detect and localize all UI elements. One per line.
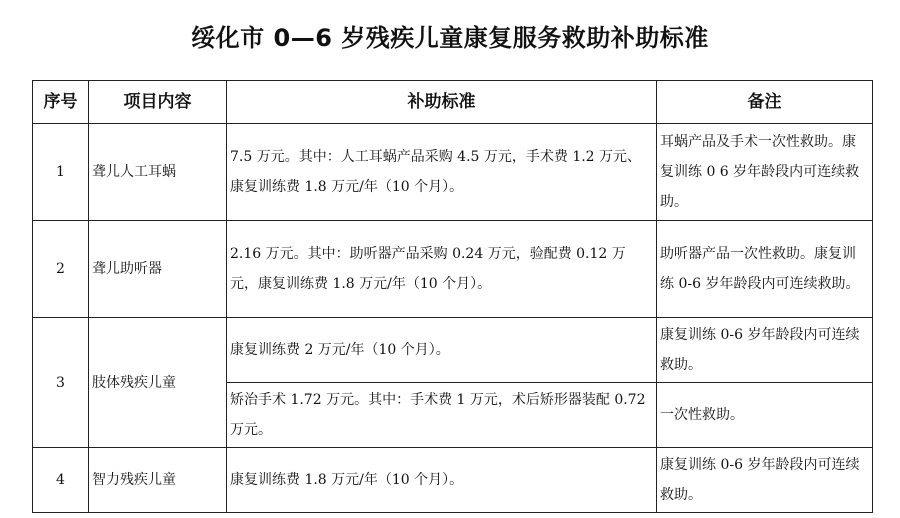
subsidy-standard-table	[32, 80, 873, 513]
row-index: 3	[33, 318, 89, 448]
row-standard-surgery: 矫治手术 1.72 万元。其中：手术费 1 万元，术后矫形器装配 0.72 万元。	[227, 383, 657, 448]
row-note: 耳蜗产品及手术一次性救助。康复训练 0 6 岁年龄段内可连续救助。	[657, 124, 873, 221]
row-index: 1	[33, 124, 89, 221]
table-row	[33, 124, 873, 221]
row-project: 肢体残疾儿童	[89, 318, 227, 448]
table-row	[33, 448, 873, 513]
header-note: 备注	[657, 81, 873, 124]
row-project: 聋儿助听器	[89, 221, 227, 318]
row-note: 康复训练 0-6 岁年龄段内可连续救助。	[657, 318, 873, 383]
row-note: 康复训练 0-6 岁年龄段内可连续救助。	[657, 448, 873, 513]
header-index: 序号	[33, 81, 89, 124]
table-row	[33, 318, 873, 383]
table-header-row	[33, 81, 873, 124]
page-title: 绥化市 0—6 岁残疾儿童康复服务救助补助标准	[191, 24, 709, 52]
row-standard: 2.16 万元。其中：助听器产品采购 0.24 万元，验配费 0.12 万元，康复训练费 1.8 万元/年（10 个月）。	[227, 221, 657, 318]
row-note-surgery: 一次性救助。	[657, 383, 873, 448]
row-project: 智力残疾儿童	[89, 448, 227, 513]
table-row	[33, 221, 873, 318]
header-project: 项目内容	[89, 81, 227, 124]
header-standard: 补助标准	[227, 81, 657, 124]
row-index: 4	[33, 448, 89, 513]
row-standard: 康复训练费 2 万元/年（10 个月）。	[227, 318, 657, 383]
row-standard: 7.5 万元。其中：人工耳蜗产品采购 4.5 万元，手术费 1.2 万元、康复训练费 1.8 万元/年（10 个月）。	[227, 124, 657, 221]
row-standard: 康复训练费 1.8 万元/年（10 个月）。	[227, 448, 657, 513]
row-note: 助听器产品一次性救助。康复训练 0-6 岁年龄段内可连续救助。	[657, 221, 873, 318]
row-index: 2	[33, 221, 89, 318]
row-project: 聋儿人工耳蜗	[89, 124, 227, 221]
